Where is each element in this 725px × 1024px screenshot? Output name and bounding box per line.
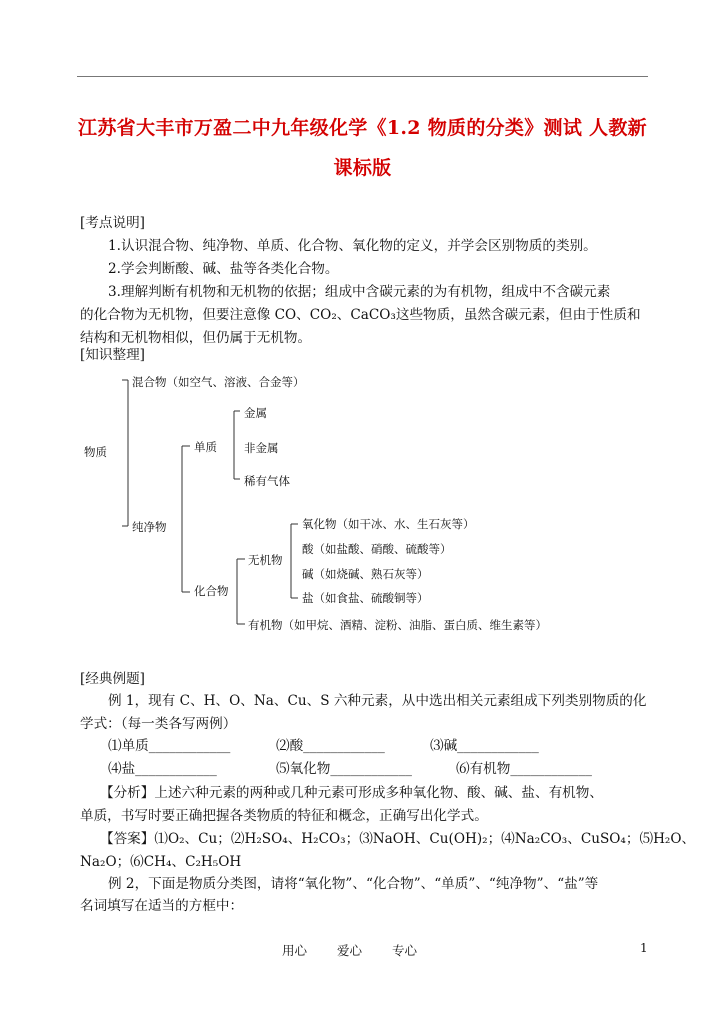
section-heading-kaodian: [考点说明]	[80, 215, 145, 231]
diagram-root: 物质	[84, 445, 107, 459]
kaodian-item-1: 1.认识混合物、纯净物、单质、化合物、氧化物的定义，并学会区别物质的类别。	[108, 238, 597, 254]
bracket-element	[234, 411, 240, 479]
example2-line2: 名词填写在适当的方框中：	[80, 898, 244, 914]
diagram-pure: 纯净物	[132, 520, 167, 534]
analysis-line2: 单质，书写时要正确把握各类物质的特征和概念，正确写出化学式。	[80, 808, 488, 824]
bracket-pure	[182, 446, 190, 592]
blank-element: ⑴单质____________	[108, 738, 231, 754]
bracket-inorganic	[291, 524, 298, 598]
diagram-element: 单质	[194, 440, 217, 454]
diagram-oxide: 氧化物（如干冰、水、生石灰等）	[302, 517, 475, 531]
footer-text-3: 专心	[392, 943, 418, 958]
answer-line1: 【答案】⑴O₂、Cu；⑵H₂SO₄、H₂CO₃；⑶NaOH、Cu(OH)₂；⑷Na₂CO₃、CuSO₄；⑸H₂O、	[100, 831, 696, 847]
document-title-line1: 江苏省大丰市万盈二中九年级化学《1.2 物质的分类》测试 人教新	[78, 117, 647, 139]
diagram-metal: 金属	[244, 406, 267, 420]
kaodian-item-3-cont2: 结构和无机物相似，但仍属于无机物。	[80, 330, 312, 346]
footer-text-1: 用心	[282, 943, 308, 958]
blank-base: ⑶碱____________	[430, 738, 539, 754]
diagram-mixture: 混合物（如空气、溶液、合金等）	[132, 375, 305, 389]
diagram-nonmetal: 非金属	[244, 441, 279, 455]
header-rule	[77, 76, 648, 77]
kaodian-item-2: 2.学会判断酸、碱、盐等各类化合物。	[108, 261, 339, 277]
blank-salt: ⑷盐____________	[108, 761, 217, 777]
diagram-acid: 酸（如盐酸、硝酸、硫酸等）	[302, 542, 452, 556]
answer-line2: Na₂O；⑹CH₄、C₂H₅OH	[80, 854, 242, 870]
example2-line1: 例 2，下面是物质分类图，请将“氧化物”、“化合物”、“单质”、“纯净物”、“盐”等	[108, 876, 599, 892]
diagram-organic: 有机物（如甲烷、酒精、淀粉、油脂、蛋白质、维生素等）	[248, 618, 547, 632]
blank-acid: ⑵酸____________	[276, 738, 385, 754]
example1-line1: 例 1，现有 C、H、O、Na、Cu、S 六种元素，从中选出相关元素组成下列类别物质的化	[108, 693, 647, 709]
document-title-line2: 课标版	[333, 157, 392, 179]
blank-organic: ⑹有机物____________	[456, 761, 592, 777]
section-heading-zhishi: [知识整理]	[80, 347, 145, 363]
footer-text-2: 爱心	[337, 943, 363, 958]
section-heading-jingdian: [经典例题]	[80, 671, 145, 687]
diagram-noble-gas: 稀有气体	[244, 474, 290, 488]
kaodian-item-3-cont1: 的化合物为无机物，但要注意像 CO、CO₂、CaCO₃这些物质，虽然含碳元素，但由于性质和	[80, 307, 641, 323]
diagram-compound: 化合物	[194, 584, 229, 598]
kaodian-item-3: 3.理解判断有机物和无机物的依据；组成中含碳元素的为有机物，组成中不含碳元素	[108, 284, 611, 300]
bracket-compound	[237, 559, 245, 624]
diagram-inorganic: 无机物	[248, 553, 283, 567]
diagram-salt: 盐（如食盐、硫酸铜等）	[302, 591, 429, 605]
example1-line2: 学式：（每一类各写两例）	[80, 716, 237, 732]
diagram-base: 碱（如烧碱、熟石灰等）	[302, 567, 429, 581]
page-number: 1	[640, 941, 648, 955]
blank-oxide: ⑸氧化物____________	[276, 761, 412, 777]
bracket-root	[122, 380, 128, 526]
analysis-line1: 【分析】上述六种元素的两种或几种元素可形成多种氧化物、酸、碱、盐、有机物、	[100, 785, 603, 801]
classification-diagram	[80, 366, 580, 638]
